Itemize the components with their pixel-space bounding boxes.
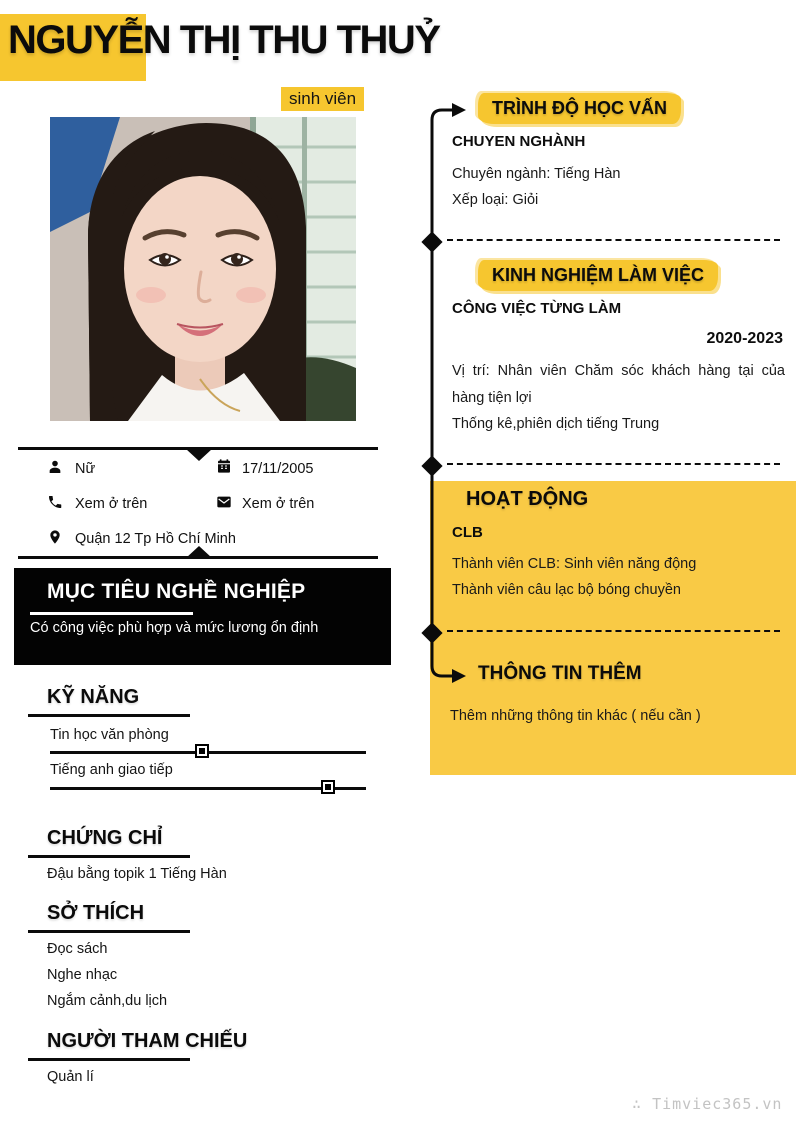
activities-subtitle: CLB	[452, 524, 483, 541]
email-icon	[216, 494, 232, 515]
dashed-separator	[447, 630, 780, 632]
hobby-item: Ngắm cảnh,du lịch	[47, 993, 168, 1009]
diamond-marker-icon	[421, 455, 442, 476]
divider-bottom	[18, 556, 378, 559]
address-value: Quận 12 Tp Hồ Chí Minh	[75, 531, 236, 547]
diamond-marker-icon	[421, 231, 442, 252]
hobby-item: Nghe nhạc	[47, 967, 118, 983]
activities-box	[430, 481, 796, 775]
objective-underline	[30, 612, 193, 615]
skill-label: Tin học văn phòng	[50, 727, 169, 743]
skill-label: Tiếng anh giao tiếp	[50, 762, 173, 778]
experience-title: KINH NGHIỆM LÀM VIỆC	[478, 260, 718, 291]
birthdate-value: 17/11/2005	[242, 461, 314, 477]
divider-top	[18, 447, 378, 450]
dashed-separator	[447, 463, 780, 465]
dashed-separator	[447, 239, 780, 241]
education-line: Xếp loại: Giỏi	[452, 192, 539, 208]
education-subtitle: CHUYEN NGHÀNH	[452, 133, 586, 150]
references-title: NGƯỜI THAM CHIẾU	[47, 1030, 248, 1052]
hobbies-underline	[28, 930, 190, 933]
skill-slider[interactable]	[50, 751, 366, 754]
portrait-illustration	[50, 117, 356, 421]
arrow-right-icon	[452, 103, 466, 117]
certificates-underline	[28, 855, 190, 858]
candidate-name: NGUYỄN THỊ THU THUỶ	[8, 18, 440, 62]
objective-section	[14, 568, 391, 665]
profile-photo	[50, 117, 356, 421]
objective-title: MỤC TIÊU NGHỀ NGHIỆP	[47, 580, 306, 603]
watermark	[632, 1095, 782, 1113]
calendar-icon	[216, 458, 232, 479]
activities-line: Thành viên CLB: Sinh viên năng động	[452, 556, 697, 572]
triangle-up-icon	[186, 546, 212, 558]
gender-value: Nữ	[75, 461, 96, 477]
additional-title: THÔNG TIN THÊM	[478, 663, 642, 684]
skill-marker[interactable]	[323, 782, 333, 792]
certificate-item: Đậu bằng topik 1 Tiếng Hàn	[47, 866, 227, 882]
skill-marker[interactable]	[197, 746, 207, 756]
hobby-item: Đọc sách	[47, 941, 108, 957]
experience-line: Thống kê,phiên dịch tiếng Trung	[452, 416, 660, 432]
timviec-logo-icon: ∴	[632, 1095, 643, 1113]
objective-text: Có công việc phù hợp và mức lương ổn định	[30, 620, 319, 636]
experience-subtitle: CÔNG VIỆC TỪNG LÀM	[452, 300, 622, 317]
experience-period: 2020-2023	[706, 330, 783, 347]
watermark-text: Timviec365.vn	[652, 1095, 783, 1113]
location-icon	[47, 529, 63, 550]
reference-item: Quản lí	[47, 1069, 94, 1085]
person-icon	[47, 459, 63, 480]
activities-title: HOẠT ĐỘNG	[466, 488, 589, 510]
triangle-down-icon	[186, 449, 212, 461]
role-tag: sinh viên	[281, 87, 364, 111]
hobbies-title: SỞ THÍCH	[47, 902, 145, 924]
certificates-title: CHỨNG CHỈ	[47, 827, 163, 849]
education-title: TRÌNH ĐỘ HỌC VẤN	[478, 93, 681, 124]
phone-value: Xem ở trên	[75, 496, 148, 512]
skill-slider[interactable]	[50, 787, 366, 790]
email-value: Xem ở trên	[242, 496, 315, 512]
education-line: Chuyên ngành: Tiếng Hàn	[452, 166, 621, 182]
activities-line: Thành viên câu lạc bộ bóng chuyền	[452, 582, 681, 598]
experience-line: Vị trí: Nhân viên Chăm sóc khách hàng tại của hàng tiện lợi	[452, 363, 785, 406]
phone-icon	[47, 494, 63, 515]
additional-line: Thêm những thông tin khác ( nếu cần )	[450, 708, 701, 724]
skills-title: KỸ NĂNG	[47, 686, 140, 708]
skills-underline	[28, 714, 190, 717]
references-underline	[28, 1058, 190, 1061]
